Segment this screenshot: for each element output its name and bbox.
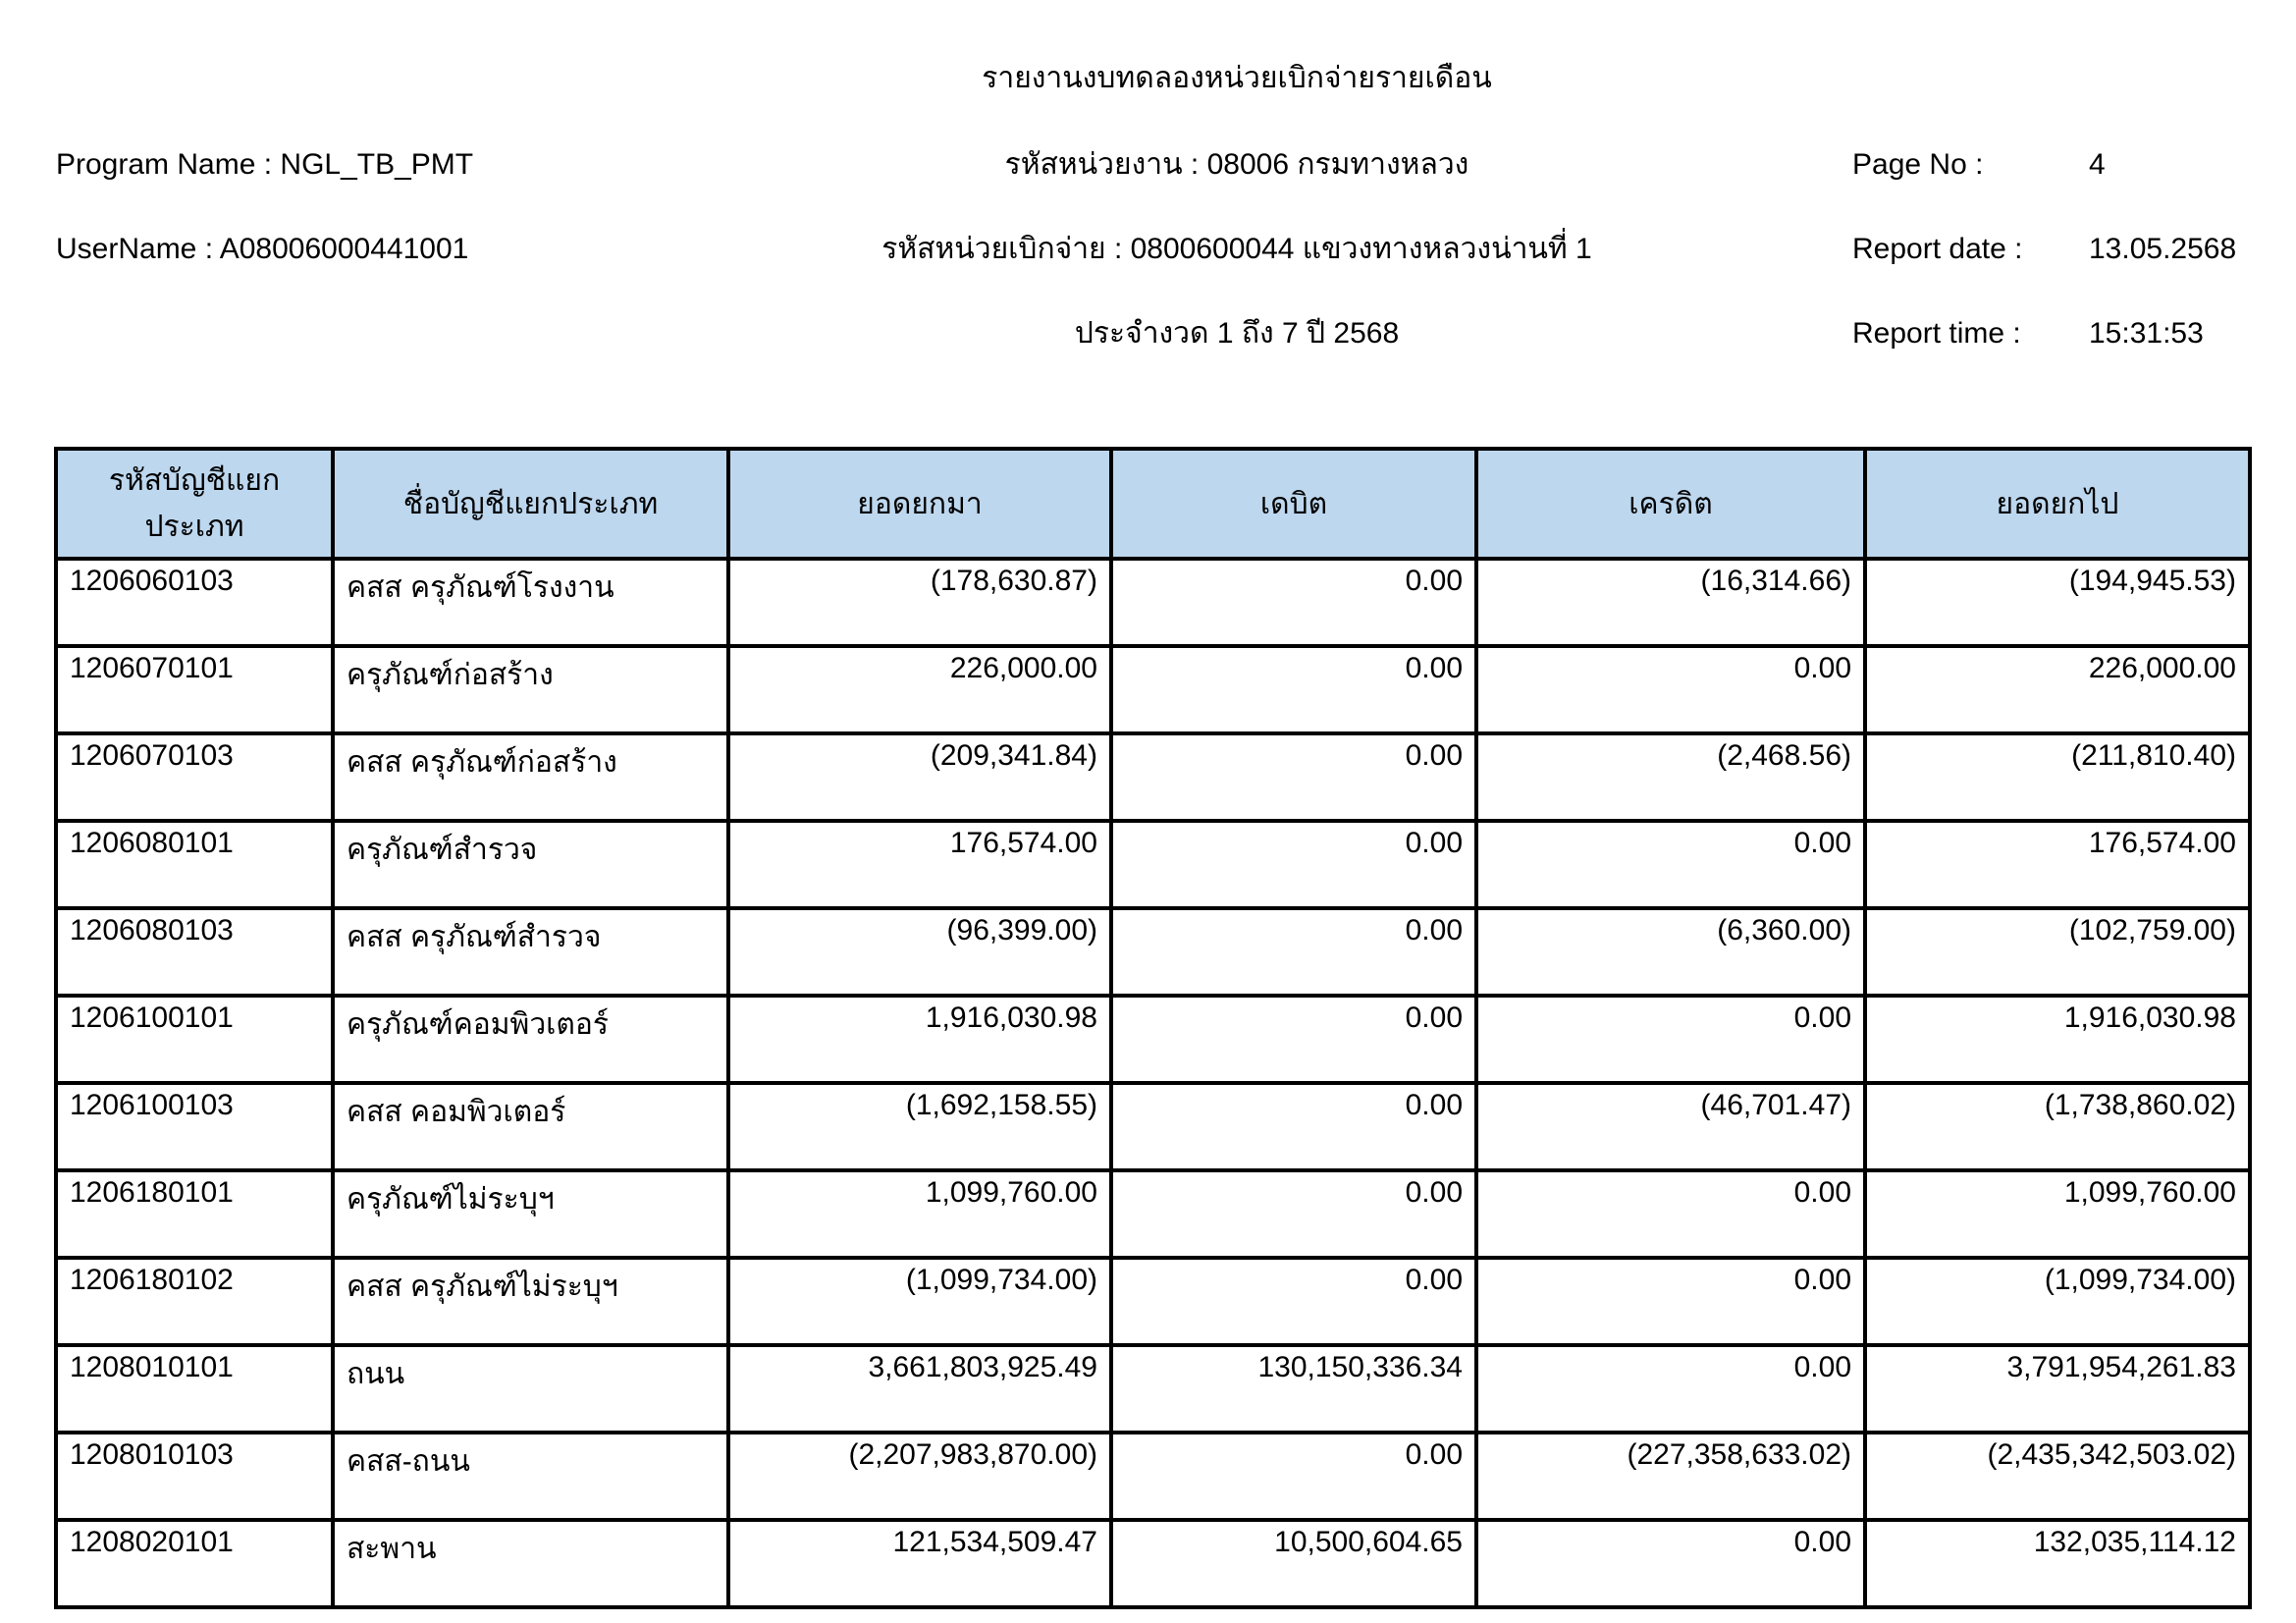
cell-credit: (46,701.47) [1476, 1083, 1865, 1170]
program-name: Program Name : NGL_TB_PMT [56, 148, 474, 181]
col-header-account-code: รหัสบัญชีแยกประเภท [56, 449, 333, 559]
cell-debit: 130,150,336.34 [1111, 1345, 1476, 1433]
cell-balance-carried-forward: (1,099,734.00) [1865, 1258, 2250, 1345]
cell-account-name: คสส ครุภัณฑ์ไม่ระบุฯ [333, 1258, 728, 1345]
agency-code: รหัสหน่วยงาน : 08006 กรมทางหลวง [1004, 148, 1469, 181]
report-time-value: 15:31:53 [2089, 317, 2204, 350]
cell-balance-carried-forward: (194,945.53) [1865, 559, 2250, 646]
cell-credit: 0.00 [1476, 1520, 1865, 1607]
cell-credit: (16,314.66) [1476, 559, 1865, 646]
table-row [56, 908, 2250, 996]
cell-account-name: สะพาน [333, 1520, 728, 1607]
cell-account-name: ครุภัณฑ์คอมพิวเตอร์ [333, 996, 728, 1083]
trial-balance-table [54, 447, 2252, 1609]
cell-account-name: ครุภัณฑ์สำรวจ [333, 821, 728, 908]
cell-account-name: ถนน [333, 1345, 728, 1433]
cell-account-name: ครุภัณฑ์ไม่ระบุฯ [333, 1170, 728, 1258]
page-no-value: 4 [2089, 148, 2106, 181]
cell-account-code: 1206080103 [56, 908, 333, 996]
cell-balance-brought-forward: (1,099,734.00) [728, 1258, 1111, 1345]
table-row [56, 1433, 2250, 1520]
cell-account-code: 1206080101 [56, 821, 333, 908]
cell-balance-brought-forward: (1,692,158.55) [728, 1083, 1111, 1170]
cell-balance-brought-forward: (178,630.87) [728, 559, 1111, 646]
cell-account-name: คสส ครุภัณฑ์โรงงาน [333, 559, 728, 646]
cell-debit: 0.00 [1111, 1258, 1476, 1345]
cell-balance-brought-forward: 226,000.00 [728, 646, 1111, 733]
report-date-label: Report date : [1852, 233, 2023, 265]
col-header-balance-brought-forward: ยอดยกมา [728, 449, 1111, 559]
cell-balance-carried-forward: (102,759.00) [1865, 908, 2250, 996]
cell-balance-carried-forward: 132,035,114.12 [1865, 1520, 2250, 1607]
cell-balance-brought-forward: 1,099,760.00 [728, 1170, 1111, 1258]
col-header-credit: เครดิต [1476, 449, 1865, 559]
cell-balance-brought-forward: 121,534,509.47 [728, 1520, 1111, 1607]
table-row [56, 996, 2250, 1083]
cell-account-code: 1206100103 [56, 1083, 333, 1170]
cell-balance-brought-forward: 1,916,030.98 [728, 996, 1111, 1083]
cell-credit: 0.00 [1476, 646, 1865, 733]
cell-credit: 0.00 [1476, 1258, 1865, 1345]
report-time-label: Report time : [1852, 317, 2021, 350]
cell-balance-carried-forward: 176,574.00 [1865, 821, 2250, 908]
cell-account-name: ครุภัณฑ์ก่อสร้าง [333, 646, 728, 733]
cell-debit: 0.00 [1111, 733, 1476, 821]
cell-debit: 0.00 [1111, 908, 1476, 996]
cell-credit: (6,360.00) [1476, 908, 1865, 996]
cell-account-code: 1208010103 [56, 1433, 333, 1520]
cell-account-name: คสส ครุภัณฑ์สำรวจ [333, 908, 728, 996]
cell-debit: 0.00 [1111, 1433, 1476, 1520]
cell-balance-brought-forward: (96,399.00) [728, 908, 1111, 996]
cell-balance-carried-forward: (1,738,860.02) [1865, 1083, 2250, 1170]
cell-debit: 0.00 [1111, 646, 1476, 733]
table-header-row [56, 449, 2250, 559]
cell-balance-brought-forward: (209,341.84) [728, 733, 1111, 821]
cell-balance-carried-forward: (2,435,342,503.02) [1865, 1433, 2250, 1520]
cell-account-code: 1208010101 [56, 1345, 333, 1433]
table-row [56, 821, 2250, 908]
cell-balance-brought-forward: (2,207,983,870.00) [728, 1433, 1111, 1520]
username: UserName : A08006000441001 [56, 233, 469, 265]
report-date-value: 13.05.2568 [2089, 233, 2237, 265]
col-header-balance-carried-forward: ยอดยกไป [1865, 449, 2250, 559]
cell-account-code: 1206060103 [56, 559, 333, 646]
page-no-label: Page No : [1852, 148, 1984, 181]
cell-balance-carried-forward: 226,000.00 [1865, 646, 2250, 733]
cell-balance-brought-forward: 176,574.00 [728, 821, 1111, 908]
cell-balance-carried-forward: 1,099,760.00 [1865, 1170, 2250, 1258]
period: ประจำงวด 1 ถึง 7 ปี 2568 [1074, 317, 1400, 350]
cell-credit: 0.00 [1476, 996, 1865, 1083]
table-row [56, 1083, 2250, 1170]
cell-account-name: คสส ครุภัณฑ์ก่อสร้าง [333, 733, 728, 821]
table-row [56, 733, 2250, 821]
report-title: รายงานงบทดลองหน่วยเบิกจ่ายรายเดือน [982, 62, 1492, 94]
table-body [56, 559, 2250, 1607]
cell-debit: 0.00 [1111, 1170, 1476, 1258]
table-row [56, 1258, 2250, 1345]
cell-account-code: 1206070103 [56, 733, 333, 821]
cell-debit: 0.00 [1111, 996, 1476, 1083]
cell-credit: 0.00 [1476, 1345, 1865, 1433]
table-row [56, 1345, 2250, 1433]
cell-account-code: 1206180102 [56, 1258, 333, 1345]
cell-account-code: 1206070101 [56, 646, 333, 733]
cell-debit: 0.00 [1111, 821, 1476, 908]
table-row [56, 1520, 2250, 1607]
table-row [56, 646, 2250, 733]
cell-debit: 10,500,604.65 [1111, 1520, 1476, 1607]
table-row [56, 1170, 2250, 1258]
disbursement-unit: รหัสหน่วยเบิกจ่าย : 0800600044 แขวงทางหลวงน่านที่ 1 [881, 233, 1592, 265]
cell-account-name: คสส คอมพิวเตอร์ [333, 1083, 728, 1170]
cell-account-code: 1206180101 [56, 1170, 333, 1258]
cell-debit: 0.00 [1111, 559, 1476, 646]
col-header-account-name: ชื่อบัญชีแยกประเภท [333, 449, 728, 559]
cell-debit: 0.00 [1111, 1083, 1476, 1170]
cell-credit: 0.00 [1476, 1170, 1865, 1258]
cell-balance-carried-forward: 3,791,954,261.83 [1865, 1345, 2250, 1433]
table-row [56, 559, 2250, 646]
cell-account-name: คสส-ถนน [333, 1433, 728, 1520]
cell-balance-carried-forward: (211,810.40) [1865, 733, 2250, 821]
cell-credit: (227,358,633.02) [1476, 1433, 1865, 1520]
cell-credit: (2,468.56) [1476, 733, 1865, 821]
cell-account-code: 1208020101 [56, 1520, 333, 1607]
cell-balance-carried-forward: 1,916,030.98 [1865, 996, 2250, 1083]
cell-balance-brought-forward: 3,661,803,925.49 [728, 1345, 1111, 1433]
cell-account-code: 1206100101 [56, 996, 333, 1083]
col-header-debit: เดบิต [1111, 449, 1476, 559]
cell-credit: 0.00 [1476, 821, 1865, 908]
